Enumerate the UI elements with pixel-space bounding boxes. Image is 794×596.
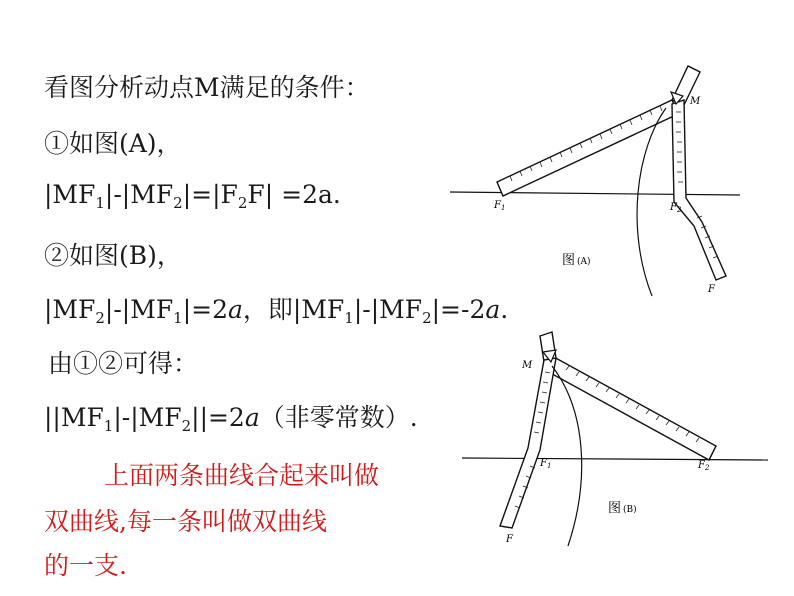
fig-b-ruler-long xyxy=(545,356,716,460)
eq-b-s2: 1 xyxy=(173,309,183,327)
fig-a-curve xyxy=(637,108,666,296)
fig-a-label-f2: $F_2$ xyxy=(670,202,682,214)
fig-b-label-f1: $F_1$ xyxy=(540,458,552,470)
eq-b-p3: |=2 xyxy=(182,295,228,324)
definition-line-3: 的一支. xyxy=(44,551,127,580)
eq-f-s2: 2 xyxy=(181,417,192,435)
eq-b-p7: . xyxy=(500,295,509,324)
eq-a-part1: |MF xyxy=(44,180,96,209)
eq-b-p1: |MF xyxy=(44,295,96,324)
fig-a-ruler-short xyxy=(672,100,726,280)
eq-b-p2: |-|MF xyxy=(104,295,174,324)
fig-b-label-f2: $F_2$ xyxy=(698,460,710,472)
definition-line-1: 上面两条曲线合起来叫做 xyxy=(104,461,380,490)
conclusion-intro: 由①②可得： xyxy=(48,349,199,378)
eq-f-a: a xyxy=(244,403,260,432)
eq-f-p3: ||=2 xyxy=(191,403,245,432)
case-b-line: ②如图(B)， xyxy=(44,241,182,270)
eq-b-s3: 1 xyxy=(344,309,354,327)
fig-b-label-f: F xyxy=(506,534,513,545)
eq-f-s1: 1 xyxy=(103,417,114,435)
eq-b-p6: |=-2 xyxy=(431,295,486,324)
eq-b-p4: ，即|MF xyxy=(242,295,345,324)
eq-f-p4: （非零常数）. xyxy=(259,403,418,432)
eq-a-part3: |=|F xyxy=(182,180,238,209)
case-a-line: ①如图(A)， xyxy=(44,129,182,158)
figure-a xyxy=(450,66,740,296)
fig-a-baseline xyxy=(450,192,740,195)
fig-b-label-m: M xyxy=(522,360,533,371)
eq-b-a2: a xyxy=(485,295,501,324)
fig-a-caption: 图 (A) xyxy=(562,253,591,268)
definition-line-2: 双曲线,每一条叫做双曲线 xyxy=(44,507,327,536)
heading-line: 看图分析动点M满足的条件： xyxy=(44,73,370,102)
fig-a-ruler-long xyxy=(497,100,678,196)
eq-a-part2: |-|MF xyxy=(104,180,174,209)
eq-f-p2: |-|MF xyxy=(113,403,182,432)
eq-a-sub2: 2 xyxy=(173,194,183,212)
eq-b-p5: |-|MF xyxy=(353,295,423,324)
fig-b-caption: 图 (B) xyxy=(608,501,637,516)
eq-a-part4: F| =2a. xyxy=(247,180,341,209)
eq-f-p1: ||MF xyxy=(44,403,104,432)
fig-a-label-m: M xyxy=(690,96,701,107)
figure-b xyxy=(462,332,768,546)
fig-b-ruler-short xyxy=(500,358,556,528)
eq-b-s4: 2 xyxy=(422,309,432,327)
eq-b-a1: a xyxy=(228,295,243,324)
eq-a-sub3: 2 xyxy=(237,194,248,212)
fig-b-curve xyxy=(552,366,582,546)
eq-a-sub1: 1 xyxy=(95,194,105,212)
fig-b-baseline xyxy=(462,458,768,460)
fig-a-label-f: F xyxy=(708,284,715,295)
fig-a-label-f1: $F_1$ xyxy=(494,200,506,212)
eq-b-s1: 2 xyxy=(95,309,105,327)
